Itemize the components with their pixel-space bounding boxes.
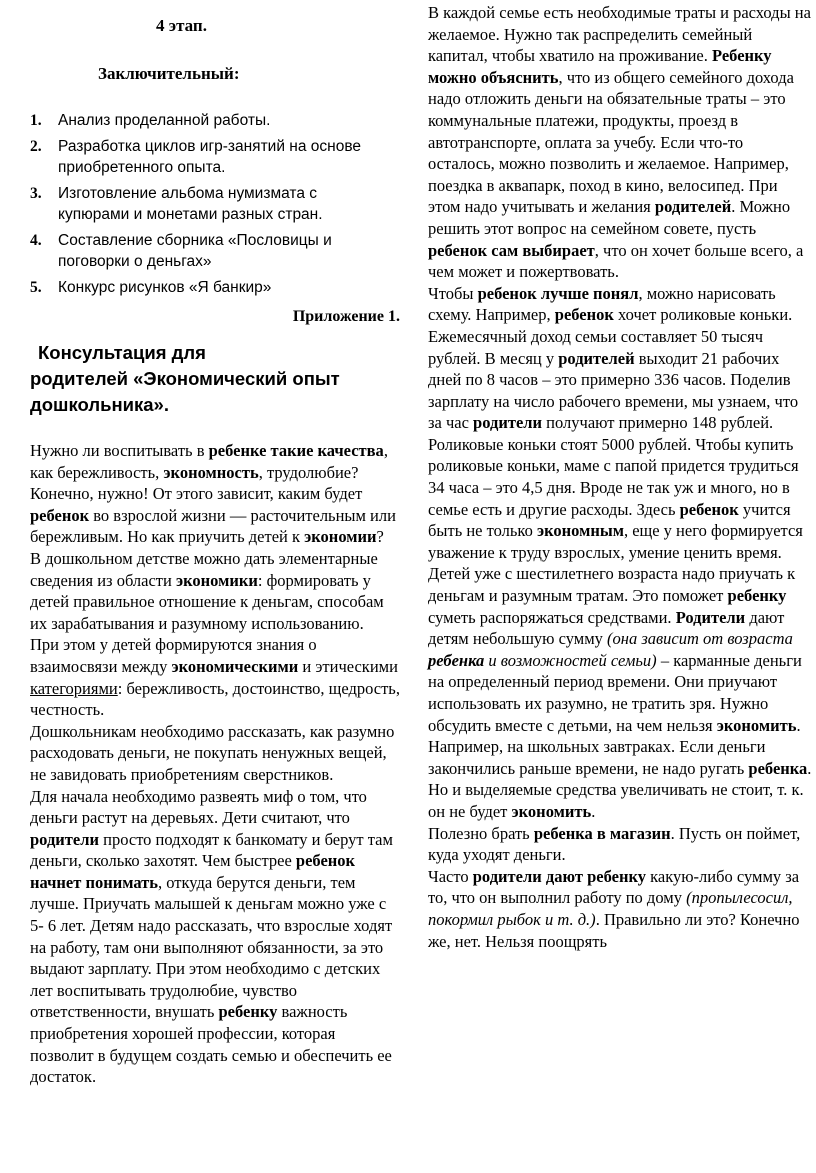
text-run: экономить [511, 801, 592, 821]
text-run: , еще у него формируется уважение к труду взрослых, умение ценить время. [428, 521, 803, 562]
left-body-text [30, 440, 402, 1088]
stage-heading: 4 этап. [156, 16, 207, 35]
list-item-text: Изготовление альбома нумизмата с купюрами и монетами разных стран. [58, 185, 323, 223]
text-run: хочет роликовые коньки. Ежемесячный доход семьи составляет 50 тысяч рублей. В месяц у [428, 305, 793, 368]
text-run: родители дают ребенку [472, 866, 646, 886]
list-item-text: Анализ проделанной работы. [58, 112, 271, 129]
text-run: получают примерно 148 рублей. Роликовые коньки стоят 5000 рублей. Чтобы купить роликовые коньки, маме с папой придется трудиться 34 часа – это 4,5 дня. Вроде не так уж и много, но в семье есть и другие расходы. Здесь [428, 413, 799, 519]
text-run: Часто [428, 866, 473, 886]
text-run: . Можно решить этот вопрос на семейном совете, пусть [428, 197, 791, 238]
text-run: родители [473, 413, 543, 433]
text-run: (пропылесосил, покормил рыбок и т. д.) [428, 888, 793, 929]
text-run: ребенка [748, 758, 808, 778]
text-run: ребенка [428, 650, 485, 670]
list-item [30, 230, 370, 272]
text-run: и возможностей семьи) [484, 650, 657, 670]
text-run: (она зависит от возраста [607, 629, 793, 649]
text-run: ребенку [727, 586, 787, 606]
text-run: Чтобы [428, 283, 478, 303]
paragraph [30, 786, 402, 1088]
text-run: категориями [30, 678, 118, 698]
text-run: во взрослой жизни — расточительным или бережливым. Но как приучить детей к [30, 505, 396, 547]
paragraph [428, 283, 812, 564]
text-run: Нужно ли воспитывать в [30, 441, 209, 460]
list-number: 5. [30, 279, 42, 296]
text-run: : формировать у детей правильное отношение к деньгам, способам их зарабатывания и разумному использованию. [30, 570, 384, 633]
list-number: 3. [30, 185, 42, 202]
text-run: ребенке такие качества [208, 441, 384, 460]
paragraph [428, 866, 812, 952]
text-run: ребенку [218, 1002, 278, 1022]
text-run: родителей [558, 348, 635, 368]
text-run: просто подходят к банкомату и берут там деньги, сколько захотят. Чем быстрее [30, 829, 393, 871]
text-run: какую-либо сумму за то, что он выполнил работу по дому [428, 866, 800, 908]
text-run: Дошкольникам необходимо рассказать, как разумно расходовать деньги, не покупать ненужных вещей, не завидовать приобретениям сверстников. [30, 721, 395, 784]
text-run: Для начала необходимо развеять миф о том, что деньги растут на деревьях. Дети считают, что [30, 786, 367, 828]
text-run: экономить [716, 715, 797, 735]
text-run: ребенок [679, 499, 739, 519]
paragraph [428, 563, 812, 822]
text-run: Родители [675, 607, 746, 627]
consultation-title [30, 340, 400, 418]
text-run: . Например, на школьных завтраках. Если деньги закончились раньше времени, не надо ругать [428, 715, 801, 778]
text-run: учится быть не только [428, 499, 791, 541]
text-run: ? [376, 527, 384, 547]
list-item [30, 277, 370, 298]
text-run: экономическими [171, 656, 299, 676]
list-item-text: Конкурс рисунков «Я банкир» [58, 279, 272, 296]
paragraph [428, 2, 812, 283]
text-run: ребенок сам выбирает [428, 240, 595, 260]
paragraph [30, 634, 402, 720]
text-run: экономность [163, 462, 259, 482]
list-item [30, 136, 370, 178]
text-run: важность приобретения хорошей профессии, которая позволит в будущем создать семью и обеспечить ее достаток. [30, 1002, 392, 1087]
text-run: ребенок лучше понял [477, 283, 639, 303]
text-run: ребенок [554, 305, 614, 325]
consultation-title-line1: Консультация для [38, 342, 206, 363]
text-run: Полезно брать [428, 823, 534, 843]
text-run: , откуда берутся деньги, тем лучше. Приучать малышей к деньгам можно уже с 5- 6 лет. Детям надо рассказать, что взрослые ходят на работу, там они выполняют обязанности, за это выдают зарплату. При этом необходимо с детских лет воспитывать трудолюбие, чувство ответственности, внушать [30, 872, 393, 1022]
paragraph [30, 721, 402, 786]
text-run: экономии [304, 527, 377, 547]
text-run: , как бережливость, [30, 441, 388, 482]
list-number: 1. [30, 112, 42, 129]
text-run: ребенок [30, 505, 90, 525]
text-run: выходит 21 рабочих дней по 8 часов – это примерно 336 часов. Поделив зарплату на число рабочего времени, мы узнаем, что за час [428, 348, 799, 433]
text-run: родители [30, 829, 99, 849]
text-run: родителей [654, 197, 732, 217]
text-run: . Правильно ли это? Конечно же, нет. Нельзя поощрять [428, 909, 800, 951]
text-run: экономики [175, 570, 258, 590]
paragraph [30, 548, 402, 634]
paragraph [30, 440, 402, 548]
right-body-text [428, 2, 812, 952]
list-item-text: Разработка циклов игр-занятий на основе приобретенного опыта. [58, 138, 362, 176]
paragraph [428, 823, 812, 866]
text-run: , можно нарисовать схему. Например, [428, 283, 776, 325]
list-number: 4. [30, 232, 42, 249]
text-run: ребенка в магазин [533, 823, 671, 843]
list-item [30, 183, 370, 225]
text-run: , трудолюбие? Конечно, нужно! От этого зависит, каким будет [30, 462, 363, 504]
list-number: 2. [30, 138, 42, 155]
text-run: При этом у детей формируются знания о взаимосвязи между [30, 635, 317, 676]
text-run: . [591, 801, 596, 821]
text-run: суметь распоряжаться средствами. [428, 607, 676, 627]
appendix-label: Приложение 1. [292, 308, 400, 325]
text-run: – карманные деньги на определенный период времени. Они приучают использовать их разумно, не тратить зря. Нужно обсудить вместе с детьми, на чем нельзя [428, 650, 802, 735]
text-run: В каждой семье есть необходимые траты и расходы на желаемое. Нужно так распределить семейный капитал, чтобы хватило на проживание. [428, 3, 811, 66]
text-run: Детей уже с шестилетнего возраста надо приучать к деньгам и разумным тратам. Это поможет [428, 564, 796, 606]
plan-list [30, 110, 370, 303]
text-run: Ребенку можно объяснить [428, 46, 772, 87]
list-item [30, 110, 370, 131]
text-run: и этическими [298, 656, 398, 676]
text-run: : бережливость, достоинство, щедрость, честность. [30, 678, 400, 720]
final-stage-title: Заключительный: [98, 64, 240, 83]
text-run: ребенок начнет понимать [30, 851, 356, 892]
text-run: . Но и выделяемые средства увеличивать не стоит, т. к. он не будет [428, 758, 812, 821]
consultation-title-line2: родителей «Экономический опыт дошкольника». [30, 368, 340, 415]
text-run: В дошкольном детстве можно дать элементарные сведения из области [30, 548, 378, 590]
list-item-text: Составление сборника «Пословицы и поговорки о деньгах» [58, 232, 332, 270]
text-run: , что из общего семейного дохода надо отложить деньги на обязательные траты – это коммунальные платежи, продукты, проезд в автотранспорте, оплата за учебу. Если что-то осталось, можно позволить и желаемое. Например, поездка в аквапарк, поход в кино, велосипед. При этом надо учитывать и желания [428, 67, 794, 217]
text-run: . Пусть он поймет, куда уходят деньги. [428, 823, 801, 865]
text-run: экономным [536, 521, 624, 541]
text-run: , что он хочет больше всего, а чем может и пожертвовать. [428, 240, 804, 282]
text-run: дают детям небольшую сумму [428, 607, 785, 649]
